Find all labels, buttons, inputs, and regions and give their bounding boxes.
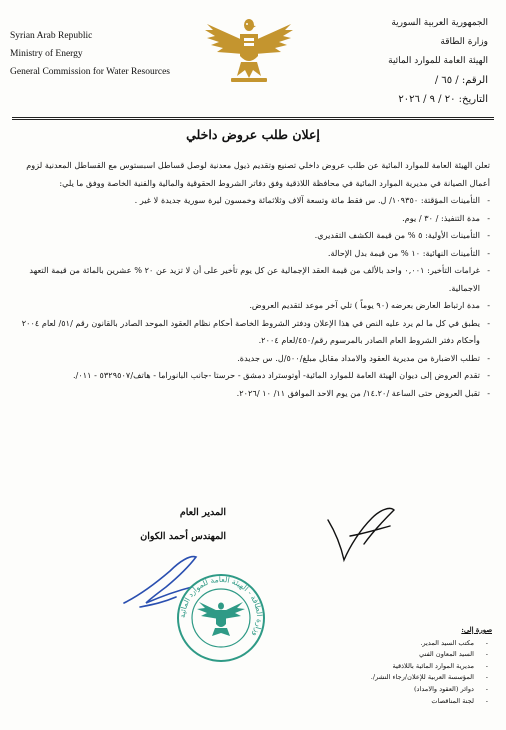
english-letterhead <box>10 27 210 81</box>
recipient-item: - مكتب السيد المدير. <box>272 638 492 650</box>
condition-item: - التأمينات الأولية: ٥ % من قيمة الكشف التقديري. <box>14 227 490 245</box>
condition-item: - التأمينات النهائية: ١٠ % من قيمة بدل الإحالة. <box>14 245 490 263</box>
condition-item: - تقبل العروض حتى الساعة /١٤.٢٠/ من يوم الاحد الموافق ١١/ ١٠ /٢٠٢٦. <box>14 385 490 403</box>
arabic-letterhead <box>328 14 488 109</box>
handwritten-initials-icon <box>320 500 400 570</box>
commission-name-en: General Commission for Water Resources <box>10 67 170 77</box>
document-date: التاريخ: ٢٠ / ٩ / ٢٠٢٦ <box>398 94 488 105</box>
recipient-item: - لجنة المناقصات <box>272 696 492 708</box>
header-divider-top <box>12 117 494 118</box>
condition-item: - تقدم العروض إلى ديوان الهيئة العامة للموارد المائية- أوتوستراد دمشق - حرستا -جانب البانوراما - هاتف/٥٣٢٩٥٠٧ - ٠١١/. <box>14 367 490 385</box>
reference-number: الرقم: / ٦٥ / <box>434 75 488 86</box>
recipient-item: - دوائر (العقود والامداد) <box>272 684 492 696</box>
announcement-title: إعلان طلب عروض داخلي <box>186 127 320 142</box>
condition-item: - التأمينات المؤقتة: ١٠٩٣٥٠/ ل. س فقط مائة وتسعة آلاف وثلاثمائة وخمسون ليرة سورية جديدة لا غير . <box>14 192 490 210</box>
conditions-list <box>14 192 490 402</box>
country-name-en: Syrian Arab Republic <box>10 31 93 41</box>
signature-block <box>96 501 226 549</box>
stamp-text: وزارة الطاقة - الهيئة العامة للموارد المائية <box>177 574 265 639</box>
official-stamp <box>175 572 267 664</box>
signatory-role: المدير العام <box>179 507 226 518</box>
announcement-body <box>14 157 490 402</box>
recipient-item: - مديرية الموارد المائية باللاذقية <box>272 661 492 673</box>
country-name-ar: الجمهورية العربية السورية <box>391 18 488 28</box>
stamp-eagle-icon <box>197 602 245 636</box>
condition-item: - مدة التنفيذ: / ٣٠ / يوم. <box>14 210 490 228</box>
ministry-name-ar: وزارة الطاقة <box>440 37 488 47</box>
signatory-name: المهندس أحمد الكوان <box>140 531 226 542</box>
intro-paragraph: تعلن الهيئة العامة للموارد المائية عن طلب عروض داخلي تصنيع وتقديم ذيول معدنية لوصل قساطل اسبستوس مع القساطل المعدنية لزوم أعمال الصيانة في مديرية الموارد المائية في محافظة اللاذقية وفق دفاتر الشروط الحقوقية والمالية والفنية الخاصة ووفق ما يلي: <box>26 160 490 188</box>
condition-item: - مدة ارتباط العارض بعرضه (٩٠ يوماً ) تلي آخر موعد لتقديم العروض. <box>14 297 490 315</box>
condition-item: - غرامات التأخير: ٠,٠٠١ واحد بالألف من قيمة العقد الإجمالية عن كل يوم تأخير على أن لا تزيد عن ٢٠ % عشرين بالمائة من قيمة التعهد الاجمالية. <box>14 262 490 297</box>
header-divider-bottom <box>12 119 494 120</box>
copy-to-recipients <box>272 638 492 708</box>
copy-to-list <box>272 625 492 707</box>
recipient-item: - السيد المعاون الفني <box>272 649 492 661</box>
condition-item: - تطلب الاضبارة من مديرية العقود والامداد مقابل مبلغ/٥٠٠/ل. س جديدة. <box>14 350 490 368</box>
copy-to-title: صورة إلى: <box>461 626 492 634</box>
syrian-eagle-emblem-icon <box>203 12 295 88</box>
commission-name-ar: الهيئة العامة للموارد المائية <box>388 56 488 66</box>
ministry-name-en: Ministry of Energy <box>10 49 83 59</box>
condition-item: - يطبق في كل ما لم يرد عليه النص في هذا الإعلان ودفتر الشروط الخاصة أحكام نظام العقود الموحد الصادر بالقانون رقم /٥١/ لعام ٢٠٠٤ وأحكام دفتر الشروط العام الصادر بالمرسوم رقم/٤٥٠/لعام ٢٠٠٤. <box>14 315 490 350</box>
recipient-item: - المؤسسة العربية للإعلان/رجاء النشر/. <box>272 672 492 684</box>
